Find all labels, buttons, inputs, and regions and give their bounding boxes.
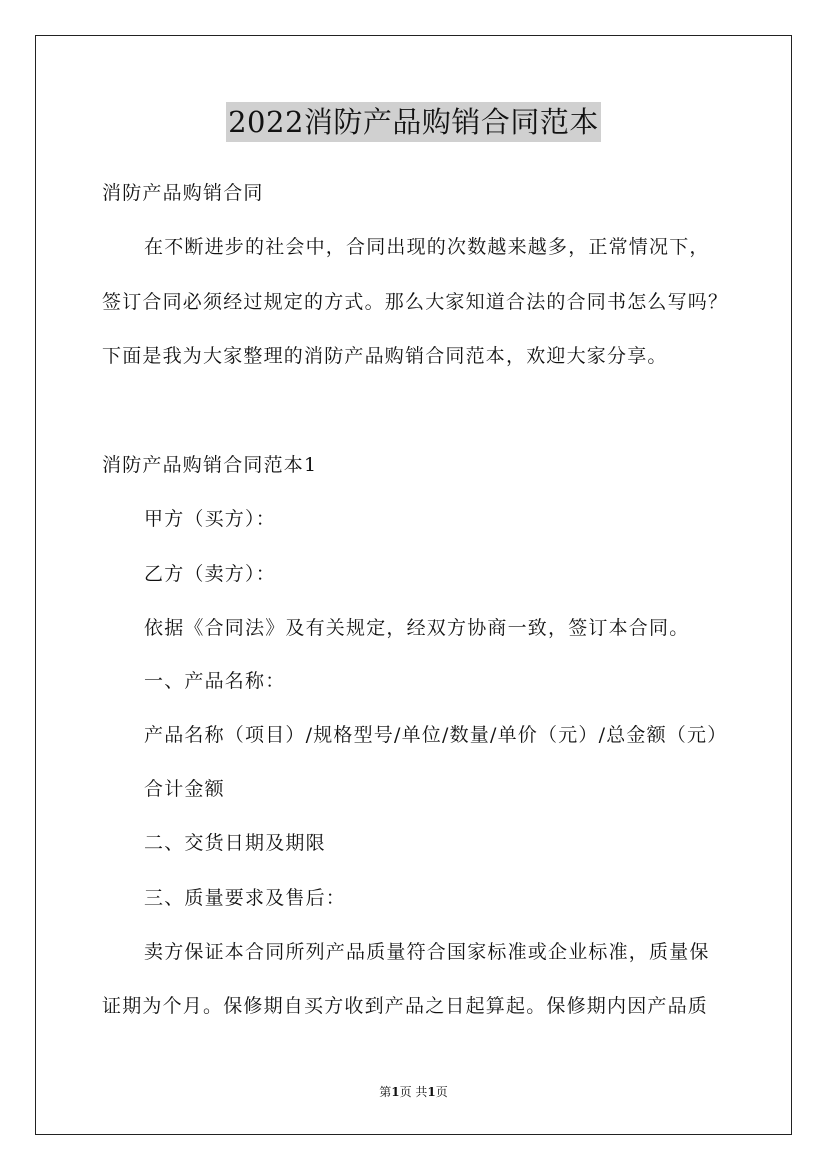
title-container xyxy=(0,102,827,142)
footer-middle: 页 共 xyxy=(399,1085,428,1099)
page-footer xyxy=(0,1084,827,1100)
paragraph-line: 卖方保证本合同所列产品质量符合国家标准或企业标准，质量保 xyxy=(144,941,710,963)
product-columns-line: 产品名称（项目）/规格型号/单位/数量/单价（元）/总金额（元） xyxy=(144,724,728,746)
paragraph-line: 签订合同必须经过规定的方式。那么大家知道合法的合同书怎么写吗？ xyxy=(102,291,729,313)
footer-current-page: 1 xyxy=(391,1085,400,1099)
paragraph-line: 下面是我为大家整理的消防产品购销合同范本，欢迎大家分享。 xyxy=(102,345,668,367)
clause-heading: 二、交货日期及期限 xyxy=(144,832,326,854)
footer-suffix: 页 xyxy=(435,1085,448,1099)
footer-prefix: 第 xyxy=(379,1085,392,1099)
clause-heading: 一、产品名称： xyxy=(144,670,286,692)
section-heading: 消防产品购销合同范本1 xyxy=(102,454,318,476)
party-b-line: 乙方（卖方）： xyxy=(144,563,276,585)
paragraph-line: 在不断进步的社会中，合同出现的次数越来越多，正常情况下， xyxy=(144,236,710,258)
clause-heading: 三、质量要求及售后： xyxy=(144,887,347,909)
footer-total-pages: 1 xyxy=(427,1085,436,1099)
paragraph-line: 依据《合同法》及有关规定，经双方协商一致，签订本合同。 xyxy=(144,617,690,639)
total-amount-line: 合计金额 xyxy=(144,778,225,800)
document-title: 2022消防产品购销合同范本 xyxy=(226,102,601,142)
paragraph-line: 证期为个月。保修期自买方收到产品之日起算起。保修期内因产品质 xyxy=(102,995,709,1017)
party-a-line: 甲方（买方）： xyxy=(144,508,276,530)
section-heading: 消防产品购销合同 xyxy=(102,182,264,204)
